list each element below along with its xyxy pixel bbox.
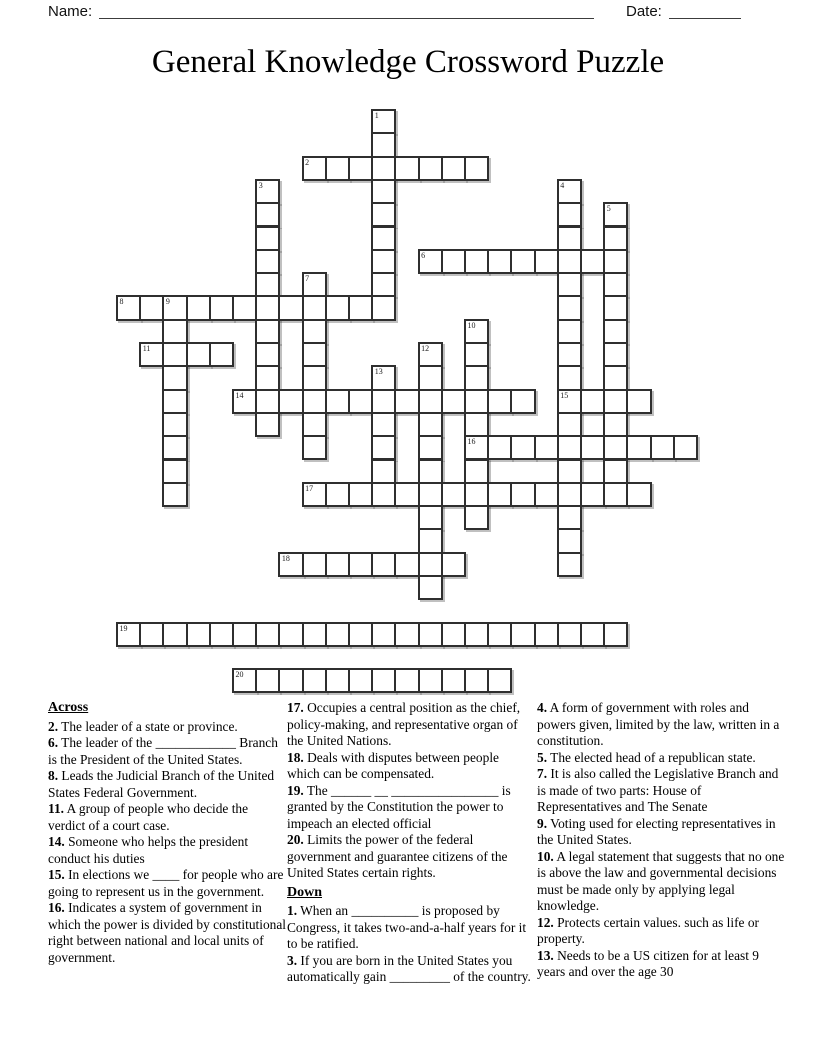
grid-cell[interactable] <box>162 435 187 460</box>
grid-cell[interactable] <box>255 272 280 297</box>
grid-cell[interactable] <box>302 552 327 577</box>
grid-cell[interactable] <box>650 435 675 460</box>
clue-18: 18. Deals with disputes between people which can be compensated. <box>287 749 499 781</box>
grid-cell[interactable] <box>371 179 396 204</box>
grid-cell[interactable] <box>371 202 396 227</box>
cell-number: 15 <box>560 390 569 400</box>
grid-cell[interactable] <box>580 482 605 507</box>
grid-cell[interactable] <box>464 505 489 530</box>
grid-cell[interactable] <box>371 622 396 647</box>
grid-cell[interactable] <box>116 295 141 320</box>
grid-cell[interactable] <box>418 528 443 553</box>
grid-cell[interactable] <box>418 156 443 181</box>
grid-cell[interactable] <box>394 482 419 507</box>
grid-cell[interactable] <box>441 156 466 181</box>
clue-number: 14. <box>48 834 65 849</box>
grid-cell[interactable] <box>348 295 373 320</box>
grid-cell[interactable] <box>418 459 443 484</box>
grid-cell[interactable] <box>603 459 628 484</box>
grid-cell[interactable] <box>302 389 327 414</box>
grid-cell[interactable] <box>603 295 628 320</box>
grid-cell[interactable] <box>487 435 512 460</box>
grid-cell[interactable] <box>557 202 582 227</box>
grid-cell[interactable] <box>510 249 535 274</box>
clue-3: 3. If you are born in the United States you automatically gain _________ of the country. <box>287 952 531 984</box>
grid-cell[interactable] <box>255 319 280 344</box>
grid-cell[interactable] <box>464 622 489 647</box>
grid-cell[interactable] <box>487 389 512 414</box>
grid-cell[interactable] <box>557 435 582 460</box>
grid-cell[interactable] <box>255 389 280 414</box>
clue-11: 11. A group of people who decide the verdict of a court case. <box>48 801 249 833</box>
grid-cell[interactable] <box>325 668 350 693</box>
grid-cell[interactable] <box>603 249 628 274</box>
grid-cell[interactable] <box>232 622 257 647</box>
grid-cell[interactable] <box>186 295 211 320</box>
grid-cell[interactable] <box>371 459 396 484</box>
clue-number: 20. <box>287 832 304 847</box>
cell-number: 18 <box>281 553 290 563</box>
clue-number: 18. <box>287 749 304 765</box>
grid-cell[interactable] <box>255 226 280 251</box>
grid-cell[interactable] <box>348 482 373 507</box>
grid-cell[interactable] <box>232 295 257 320</box>
page-title: General Knowledge Crossword Puzzle <box>151 44 665 80</box>
grid-cell[interactable] <box>534 482 559 507</box>
grid-cell[interactable] <box>348 156 373 181</box>
grid-cell[interactable] <box>302 272 327 297</box>
grid-cell[interactable] <box>186 622 211 647</box>
grid-cell[interactable] <box>603 365 628 390</box>
clue-number: 11. <box>48 801 64 816</box>
clue-number: 13. <box>537 947 554 963</box>
clue-10: 10. A legal statement that suggests that no one is above the law and governmental decisions must be made only by applying legal knowledge. <box>537 848 785 913</box>
grid-cell[interactable] <box>557 528 582 553</box>
grid-cell[interactable] <box>418 389 443 414</box>
grid-cell[interactable] <box>418 412 443 437</box>
clue-6: 6. The leader of the ____________ Branch is the President of the United States. <box>48 735 278 767</box>
grid-cell[interactable] <box>139 622 164 647</box>
grid-cell[interactable] <box>557 482 582 507</box>
grid-cell[interactable] <box>441 389 466 414</box>
grid-cell[interactable] <box>278 668 303 693</box>
clue-column-1 <box>48 700 288 966</box>
clue-2: 2. The leader of a state or province. <box>48 718 238 734</box>
grid-cell[interactable] <box>255 668 280 693</box>
grid-cell[interactable] <box>371 412 396 437</box>
name-input-line[interactable] <box>99 2 594 19</box>
cell-number: 17 <box>305 483 314 493</box>
grid-cell[interactable] <box>139 342 164 367</box>
grid-cell[interactable] <box>255 365 280 390</box>
clue-8: 8. Leads the Judicial Branch of the United States Federal Government. <box>48 768 275 800</box>
across-clues-header: Across <box>48 700 89 715</box>
grid-cell[interactable] <box>487 482 512 507</box>
grid-cell[interactable] <box>278 552 303 577</box>
clue-4: 4. A form of government with roles and powers given, limited by the law, written in a constitution. <box>537 700 780 748</box>
grid-cell[interactable] <box>209 342 234 367</box>
grid-cell[interactable] <box>302 622 327 647</box>
grid-cell[interactable] <box>464 459 489 484</box>
grid-cell[interactable] <box>580 435 605 460</box>
grid-cell[interactable] <box>534 435 559 460</box>
clue-5: 5. The elected head of a republican state. <box>537 749 756 765</box>
clue-number: 17. <box>287 700 304 715</box>
grid-cell[interactable] <box>510 482 535 507</box>
grid-cell[interactable] <box>464 319 489 344</box>
grid-cell[interactable] <box>348 389 373 414</box>
clue-number: 8. <box>48 768 59 783</box>
grid-cell[interactable] <box>464 482 489 507</box>
grid-cell[interactable] <box>487 622 512 647</box>
grid-cell[interactable] <box>464 156 489 181</box>
clue-9: 9. Voting used for electing representatives in the United States. <box>537 815 776 847</box>
grid-cell[interactable] <box>626 389 651 414</box>
grid-cell[interactable] <box>371 482 396 507</box>
grid-cell[interactable] <box>580 249 605 274</box>
clue-column-3 <box>537 700 789 981</box>
grid-cell[interactable] <box>603 342 628 367</box>
grid-cell[interactable] <box>464 389 489 414</box>
grid-cell[interactable] <box>302 412 327 437</box>
cell-number: 12 <box>421 344 430 353</box>
grid-cell[interactable] <box>464 435 489 460</box>
grid-cell[interactable] <box>162 389 187 414</box>
grid-cell[interactable] <box>603 272 628 297</box>
name-label: Name: <box>48 3 93 20</box>
grid-cell[interactable] <box>557 459 582 484</box>
down-clues-header: Down <box>287 884 323 900</box>
clue-19: 19. The ______ __ ________________ is granted by the Constitution the power to impeach an elected official <box>287 782 511 831</box>
clue-16: 16. Indicates a system of government in which the power is divided by constitutional right between national and local units of government. <box>48 900 287 965</box>
grid-cell[interactable] <box>487 668 512 693</box>
grid-cell[interactable] <box>418 365 443 390</box>
grid-cell[interactable] <box>418 249 443 274</box>
cell-number: 14 <box>235 390 244 400</box>
cell-number: 3 <box>258 180 263 190</box>
grid-cell[interactable] <box>510 435 535 460</box>
grid-cell[interactable] <box>302 435 327 460</box>
grid-cell[interactable] <box>673 435 698 460</box>
grid-cell[interactable] <box>371 272 396 297</box>
grid-cell[interactable] <box>255 249 280 274</box>
cell-number: 7 <box>305 274 310 284</box>
grid-cell[interactable] <box>371 668 396 693</box>
grid-cell[interactable] <box>394 622 419 647</box>
grid-cell[interactable] <box>557 249 582 274</box>
grid-cell[interactable] <box>116 622 141 647</box>
grid-cell[interactable] <box>557 622 582 647</box>
cell-number: 4 <box>560 180 565 190</box>
clue-number: 7. <box>537 766 548 781</box>
grid-cell[interactable] <box>302 295 327 320</box>
cell-number: 20 <box>235 670 244 680</box>
clue-number: 6. <box>48 735 59 750</box>
grid-cell[interactable] <box>557 226 582 251</box>
cell-number: 9 <box>165 297 170 307</box>
grid-cell[interactable] <box>487 249 512 274</box>
grid-cell[interactable] <box>325 622 350 647</box>
grid-cell[interactable] <box>394 552 419 577</box>
grid-cell[interactable] <box>626 482 651 507</box>
clue-number: 2. <box>48 718 59 734</box>
grid-cell[interactable] <box>557 365 582 390</box>
grid-cell[interactable] <box>325 552 350 577</box>
grid-cell[interactable] <box>418 622 443 647</box>
grid-cell[interactable] <box>232 389 257 414</box>
grid-cell[interactable] <box>441 482 466 507</box>
grid-cell[interactable] <box>603 622 628 647</box>
grid-cell[interactable] <box>255 412 280 437</box>
grid-cell[interactable] <box>371 389 396 414</box>
grid-cell[interactable] <box>278 389 303 414</box>
grid-cell[interactable] <box>441 249 466 274</box>
grid-cell[interactable] <box>557 505 582 530</box>
grid-cell[interactable] <box>348 552 373 577</box>
grid-cell[interactable] <box>394 156 419 181</box>
clue-1: 1. When an __________ is proposed by Congress, it takes two-and-a-half years for it to be ratified. <box>287 903 527 951</box>
grid-cell[interactable] <box>209 295 234 320</box>
grid-cell[interactable] <box>302 365 327 390</box>
grid-cell[interactable] <box>464 412 489 437</box>
grid-cell[interactable] <box>418 668 443 693</box>
date-label: Date: <box>626 3 662 20</box>
grid-cell[interactable] <box>557 179 582 204</box>
grid-cell[interactable] <box>557 295 582 320</box>
clue-number: 19. <box>287 782 304 798</box>
grid-cell[interactable] <box>162 412 187 437</box>
grid-cell[interactable] <box>603 482 628 507</box>
grid-cell[interactable] <box>232 668 257 693</box>
grid-cell[interactable] <box>302 668 327 693</box>
grid-cell[interactable] <box>464 249 489 274</box>
grid-cell[interactable] <box>580 389 605 414</box>
grid-cell[interactable] <box>278 295 303 320</box>
cell-number: 6 <box>421 250 426 260</box>
grid-cell[interactable] <box>162 482 187 507</box>
grid-cell[interactable] <box>255 202 280 227</box>
clue-number: 15. <box>48 867 65 882</box>
grid-cell[interactable] <box>302 342 327 367</box>
grid-cell[interactable] <box>348 668 373 693</box>
grid-cell[interactable] <box>325 156 350 181</box>
grid-cell[interactable] <box>418 575 443 600</box>
grid-cell[interactable] <box>464 668 489 693</box>
grid-cell[interactable] <box>278 622 303 647</box>
grid-cell[interactable] <box>371 295 396 320</box>
clue-number: 10. <box>537 848 554 864</box>
grid-cell[interactable] <box>418 482 443 507</box>
cell-number: 11 <box>142 344 151 353</box>
grid-cell[interactable] <box>255 179 280 204</box>
cell-number: 13 <box>374 367 383 377</box>
grid-cell[interactable] <box>162 365 187 390</box>
cell-number: 16 <box>467 437 476 447</box>
clue-column-2 <box>287 700 533 986</box>
grid-cell[interactable] <box>557 342 582 367</box>
grid-cell[interactable] <box>603 412 628 437</box>
grid-cell[interactable] <box>603 435 628 460</box>
clue-13: 13. Needs to be a US citizen for at least 9 years and over the age 30 <box>537 947 760 979</box>
grid-cell[interactable] <box>162 319 187 344</box>
clue-12: 12. Protects certain values. such as life or property. <box>537 914 760 946</box>
clue-number: 1. <box>287 903 298 918</box>
grid-cell[interactable] <box>162 342 187 367</box>
grid-cell[interactable] <box>441 622 466 647</box>
clue-15: 15. In elections we ____ for people who are going to represent us in the government. <box>48 867 284 899</box>
grid-cell[interactable] <box>557 389 582 414</box>
grid-cell[interactable] <box>371 552 396 577</box>
grid-cell[interactable] <box>394 389 419 414</box>
clue-7: 7. It is also called the Legislative Branch and is made of two parts: House of Representatives and The Senate <box>537 766 779 814</box>
grid-cell[interactable] <box>325 389 350 414</box>
grid-cell[interactable] <box>510 622 535 647</box>
grid-cell[interactable] <box>626 435 651 460</box>
grid-cell[interactable] <box>255 342 280 367</box>
grid-cell[interactable] <box>464 365 489 390</box>
grid-cell[interactable] <box>371 365 396 390</box>
grid-cell[interactable] <box>418 435 443 460</box>
clue-number: 5. <box>537 749 548 765</box>
grid-cell[interactable] <box>557 272 582 297</box>
grid-cell[interactable] <box>162 295 187 320</box>
grid-cell[interactable] <box>162 459 187 484</box>
date-input-line[interactable] <box>669 2 741 19</box>
clue-number: 12. <box>537 914 554 930</box>
grid-cell[interactable] <box>371 109 396 134</box>
grid-cell[interactable] <box>371 226 396 251</box>
clue-14: 14. Someone who helps the president conduct his duties <box>48 834 249 866</box>
grid-cell[interactable] <box>139 295 164 320</box>
grid-cell[interactable] <box>418 552 443 577</box>
crossword-grid <box>116 109 700 695</box>
grid-cell[interactable] <box>510 389 535 414</box>
grid-cell[interactable] <box>302 482 327 507</box>
grid-cell[interactable] <box>371 435 396 460</box>
grid-cell[interactable] <box>371 156 396 181</box>
grid-cell[interactable] <box>162 622 187 647</box>
grid-cell[interactable] <box>325 482 350 507</box>
clue-number: 16. <box>48 900 65 915</box>
grid-cell[interactable] <box>209 622 234 647</box>
grid-cell[interactable] <box>580 622 605 647</box>
clue-number: 3. <box>287 952 298 968</box>
clue-number: 4. <box>537 700 548 715</box>
grid-cell[interactable] <box>557 412 582 437</box>
grid-cell[interactable] <box>603 319 628 344</box>
grid-cell[interactable] <box>418 342 443 367</box>
grid-cell[interactable] <box>302 156 327 181</box>
cell-number: 8 <box>119 297 124 307</box>
grid-cell[interactable] <box>371 132 396 157</box>
grid-cell[interactable] <box>394 668 419 693</box>
grid-cell[interactable] <box>534 249 559 274</box>
clue-17: 17. Occupies a central position as the chief, policy-making, and representative organ of the United Nations. <box>287 700 521 748</box>
grid-cell[interactable] <box>348 622 373 647</box>
grid-cell[interactable] <box>464 342 489 367</box>
cell-number: 5 <box>606 204 611 214</box>
grid-cell[interactable] <box>418 505 443 530</box>
cell-number: 19 <box>119 623 128 633</box>
cell-number: 1 <box>374 111 379 120</box>
clue-number: 9. <box>537 815 548 831</box>
grid-cell[interactable] <box>441 668 466 693</box>
grid-cell[interactable] <box>557 552 582 577</box>
grid-cell[interactable] <box>371 249 396 274</box>
grid-cell[interactable] <box>603 226 628 251</box>
grid-cell[interactable] <box>441 552 466 577</box>
grid-cell[interactable] <box>557 319 582 344</box>
clue-20: 20. Limits the power of the federal government and guarantee citizens of the United States certain rights. <box>287 832 508 880</box>
cell-number: 2 <box>305 157 310 167</box>
grid-cell[interactable] <box>534 622 559 647</box>
grid-cell[interactable] <box>255 622 280 647</box>
grid-cell[interactable] <box>603 389 628 414</box>
grid-cell[interactable] <box>186 342 211 367</box>
grid-cell[interactable] <box>603 202 628 227</box>
grid-cell[interactable] <box>325 295 350 320</box>
grid-cell[interactable] <box>255 295 280 320</box>
cell-number: 10 <box>467 320 476 330</box>
grid-cell[interactable] <box>302 319 327 344</box>
